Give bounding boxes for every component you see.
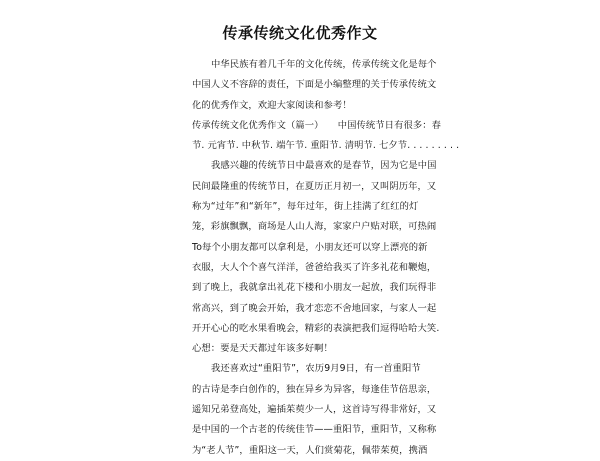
text-line: 我感兴趣的传统节日中最喜欢的是春节，因为它是中国 bbox=[211, 160, 437, 172]
text-line: 衣服，大人个个喜气洋洋，爸爸给我买了许多礼花和鞭炮， bbox=[192, 261, 437, 273]
text-line: 为“老人节”，重阳这一天，人们赏菊花，佩带茱萸，携酒 bbox=[192, 444, 428, 456]
text-line: 心想：要是天天都过年该多好啊！ bbox=[192, 343, 333, 355]
text-line: 遥知兄弟登高处，遍插茱萸少一人，这首诗写得非常好，又 bbox=[192, 404, 437, 416]
text-line: 笼，彩旗飘飘，商场是人山人海，家家户户贴对联，可热闹 bbox=[192, 221, 437, 233]
text-line: 传承传统文化优秀作文（篇一） 中国传统节日有很多：春 bbox=[192, 119, 442, 131]
text-line: To每个小朋友都可以拿利是，小朋友还可以穿上漂亮的新 bbox=[192, 241, 428, 253]
text-line: 我还喜欢过“重阳节”，农历9月9日，有一首重阳节 bbox=[211, 363, 421, 375]
text-line: 中华民族有着几千年的文化传统，传承传统文化是每个 bbox=[211, 59, 437, 70]
text-line: 中国人义不容辞的责任，下面是小编整理的关于传承传统文 bbox=[192, 79, 437, 91]
document-body bbox=[192, 55, 460, 461]
text-line: 的古诗是李白创作的，独在异乡为异客，每逢佳节倍思亲， bbox=[192, 383, 437, 395]
text-line: 节. 元宵节. 中秋节. 端午节. 重阳节. 清明节. 七夕节. . . . . . . . . bbox=[192, 140, 460, 152]
document-title: 传承传统文化优秀作文 bbox=[222, 24, 378, 42]
text-line: 称为“过年”和“新年”，每年过年，街上挂满了红红的灯 bbox=[192, 201, 419, 213]
text-line: 是中国的一个古老的传统佳节——重阳节，重阳节，又称称 bbox=[192, 424, 437, 436]
text-line: 化的优秀作文，欢迎大家阅读和参考！ bbox=[192, 99, 352, 111]
text-line: 到了晚上，我就拿出礼花下楼和小朋友一起放，我们玩得非 bbox=[192, 282, 437, 294]
text-line: 民间最隆重的传统节日，在夏历正月初一，又叫阴历年，又 bbox=[192, 180, 437, 192]
text-line: 开开心心的吃水果看晚会，精彩的表演把我们逗得哈哈大笑. bbox=[192, 322, 440, 334]
text-line: 常高兴，到了晚会开始，我才恋恋不舍地回家，与家人一起 bbox=[192, 302, 437, 314]
